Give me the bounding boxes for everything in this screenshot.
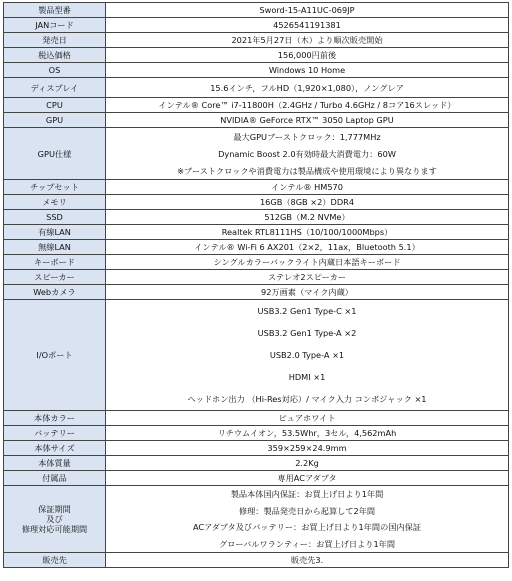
spec-label-text: 本体質量 (38, 458, 71, 468)
spec-value-line: ステレオ2スピーカー (267, 272, 347, 282)
spec-value-line: インテル® Wi-Fi 6 AX201（2×2，11ax，Bluetooth 5.1） (194, 242, 420, 252)
spec-value (106, 225, 509, 240)
spec-label-text: 販売先 (42, 555, 67, 565)
spec-value-line: ピュアホワイト (278, 413, 336, 423)
spec-label-text: SSD (46, 212, 63, 222)
spec-value-line: USB3.2 Gen1 Type-C ×1 (257, 306, 357, 316)
spec-label (4, 553, 106, 568)
spec-value-line: Realtek RTL8111HS（10/100/1000Mbps） (221, 227, 393, 237)
spec-value-line: リチウムイオン，53.5Whr，3セル，4,562mAh (217, 428, 397, 438)
spec-row (4, 33, 509, 48)
spec-row (4, 210, 509, 225)
spec-label-text: ディスプレイ (30, 82, 79, 93)
spec-value-line: Dynamic Boost 2.0有効時最大消費電力：60W (218, 148, 396, 159)
spec-value (106, 300, 509, 411)
spec-value-line: Sword-15-A11UC-069JP (259, 5, 355, 15)
spec-value (106, 98, 509, 113)
spec-row (4, 3, 509, 18)
spec-label-text: GPU (45, 115, 64, 125)
spec-label (4, 3, 106, 18)
spec-label (4, 285, 106, 300)
spec-value-line: グローバルワランティー：お買上げ日より1年間 (218, 538, 396, 549)
spec-row (4, 411, 509, 426)
spec-value-line: ヘッドホン出力 （Hi-Res対応）/ マイク入力 コンボジャック ×1 (187, 394, 427, 404)
spec-table-body (4, 3, 509, 568)
spec-value-line: 16GB（8GB ×2）DDR4 (259, 197, 355, 207)
spec-value-line: 2.2Kg (295, 458, 319, 468)
spec-label (4, 240, 106, 255)
spec-label (4, 486, 106, 553)
spec-row (4, 486, 509, 553)
spec-label-text: 本体カラー (34, 413, 75, 423)
spec-row (4, 426, 509, 441)
spec-value-line: 15.6インチ，フルHD（1,920×1,080），ノングレア (210, 82, 404, 93)
spec-label (4, 255, 106, 270)
spec-label (4, 48, 106, 63)
spec-table (3, 2, 509, 568)
spec-value-line: シングルカラーバックライト内蔵日本語キーボード (213, 257, 401, 267)
spec-value (106, 285, 509, 300)
spec-value (106, 270, 509, 285)
spec-row (4, 195, 509, 210)
spec-label-text: GPU仕様 (37, 148, 72, 159)
spec-label-text: チップセット (30, 182, 79, 192)
spec-label-text: メモリ (42, 197, 67, 207)
spec-value (106, 113, 509, 128)
spec-value-line: 最大GPUブーストクロック：1,777MHz (233, 131, 381, 142)
spec-label (4, 98, 106, 113)
spec-value-line: 販売先3. (290, 555, 324, 565)
spec-label (4, 441, 106, 456)
spec-label (4, 128, 106, 180)
spec-label-text: 有線LAN (38, 227, 71, 237)
spec-label-text: OS (48, 65, 61, 75)
spec-label-text: JANコード (35, 20, 74, 30)
spec-row (4, 441, 509, 456)
spec-row (4, 270, 509, 285)
spec-value-line: インテル® Core™ i7-11800H（2.4GHz / Turbo 4.6GHz / 8コア16スレッド） (158, 100, 456, 110)
spec-label-text: 及び (46, 514, 63, 524)
spec-label-text: 本体サイズ (34, 443, 75, 453)
spec-value-line: 修理：製品発売日から起算して2年間 (238, 505, 376, 516)
spec-label-text: 付属品 (42, 473, 67, 483)
spec-value-line: 92万画素（マイク内蔵） (261, 287, 353, 297)
spec-value-line: 専用ACアダプタ (277, 473, 337, 483)
spec-value (106, 441, 509, 456)
spec-label (4, 113, 106, 128)
spec-label-text: 発売日 (42, 35, 67, 45)
spec-label-text: バッテリー (34, 428, 75, 438)
spec-value (106, 456, 509, 471)
spec-row (4, 48, 509, 63)
spec-row (4, 553, 509, 568)
spec-value (106, 48, 509, 63)
spec-row (4, 456, 509, 471)
spec-value-line: 512GB（M.2 NVMe） (264, 212, 350, 222)
spec-label-text: Webカメラ (33, 287, 76, 297)
spec-label (4, 210, 106, 225)
spec-value-line: 製品本体国内保証：お買上げ日より1年間 (230, 489, 384, 500)
spec-value (106, 78, 509, 98)
spec-label (4, 411, 106, 426)
spec-label (4, 33, 106, 48)
spec-label (4, 456, 106, 471)
spec-row (4, 240, 509, 255)
spec-label-text: 保証期間 (38, 504, 71, 514)
spec-row (4, 285, 509, 300)
spec-label-text: キーボード (34, 257, 75, 267)
spec-label (4, 180, 106, 195)
spec-value-line: ACアダプタ及びバッテリー：お買上げ日より1年間の国内保証 (192, 522, 422, 533)
spec-value-line: インテル® HM570 (271, 182, 343, 192)
spec-value-line: ※ブーストクロックや消費電力は製品構成や使用環境により異なります (177, 165, 437, 176)
spec-label (4, 63, 106, 78)
spec-value-line: 2021年5月27日（木）より順次販売開始 (231, 35, 383, 45)
spec-value (106, 195, 509, 210)
spec-row (4, 63, 509, 78)
spec-value-line: Windows 10 Home (268, 65, 346, 75)
spec-row (4, 78, 509, 98)
spec-row (4, 255, 509, 270)
spec-value-line: HDMI ×1 (288, 372, 326, 382)
spec-value-line: NVIDIA® GeForce RTX™ 3050 Laptop GPU (220, 115, 394, 125)
spec-row (4, 471, 509, 486)
spec-row (4, 18, 509, 33)
spec-label-text: 税込価格 (38, 50, 71, 60)
spec-value (106, 486, 509, 553)
spec-value (106, 210, 509, 225)
spec-value (106, 240, 509, 255)
spec-label (4, 195, 106, 210)
spec-label-text: 製品型番 (38, 5, 71, 15)
spec-value (106, 471, 509, 486)
spec-value-line: USB3.2 Gen1 Type-A ×2 (257, 328, 357, 338)
spec-value (106, 3, 509, 18)
spec-row (4, 128, 509, 180)
spec-label (4, 270, 106, 285)
spec-value (106, 128, 509, 180)
spec-value (106, 33, 509, 48)
spec-value-line: 156,000円前後 (277, 50, 337, 60)
spec-row (4, 225, 509, 240)
spec-value (106, 18, 509, 33)
spec-label-text: スピーカー (34, 272, 75, 282)
spec-value (106, 426, 509, 441)
spec-value (106, 255, 509, 270)
spec-label-text: 修理対応可能期間 (21, 524, 88, 534)
spec-label-text: 無線LAN (38, 242, 71, 252)
spec-label (4, 426, 106, 441)
spec-value (106, 180, 509, 195)
spec-value-line: 359×259×24.9mm (267, 443, 347, 453)
spec-label (4, 225, 106, 240)
spec-value (106, 411, 509, 426)
spec-label (4, 300, 106, 411)
spec-row (4, 180, 509, 195)
spec-label (4, 18, 106, 33)
spec-value-line: 4526541191381 (273, 20, 341, 30)
spec-label (4, 78, 106, 98)
spec-label-text: CPU (46, 100, 63, 110)
spec-value (106, 63, 509, 78)
spec-label-text: I/Oポート (36, 350, 73, 360)
spec-value (106, 553, 509, 568)
spec-row (4, 300, 509, 411)
spec-table-container (3, 2, 509, 568)
spec-row (4, 98, 509, 113)
spec-row (4, 113, 509, 128)
spec-value-line: USB2.0 Type-A ×1 (269, 350, 345, 360)
spec-label (4, 471, 106, 486)
